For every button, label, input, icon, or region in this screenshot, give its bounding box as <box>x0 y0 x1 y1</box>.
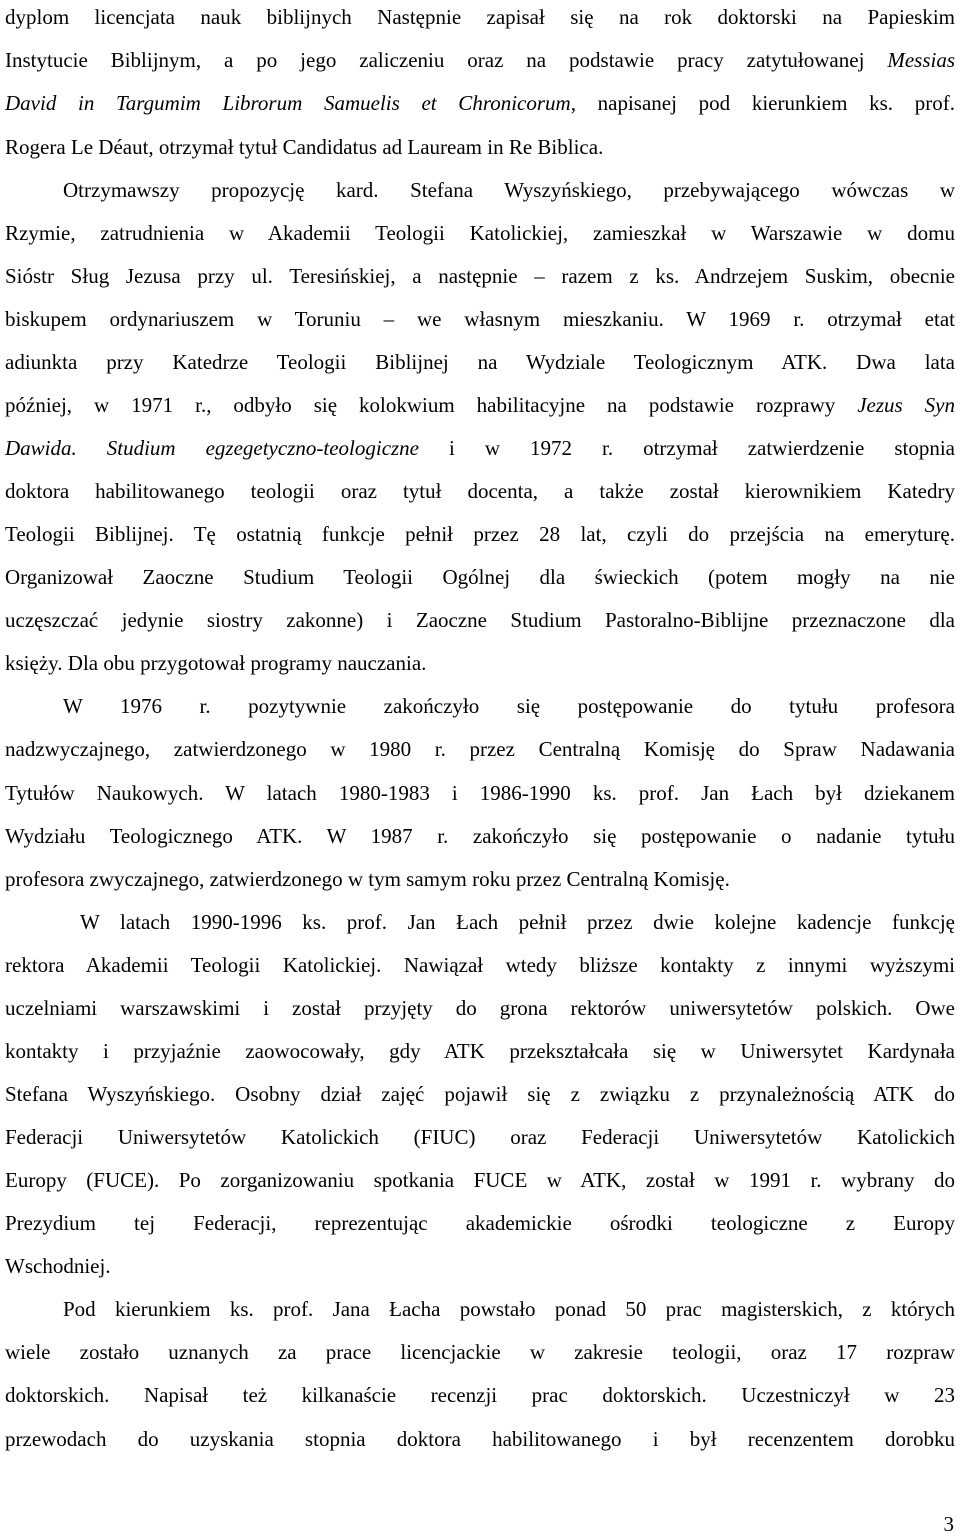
text-line: księży. Dla obu przygotował programy nauczania. <box>5 651 427 675</box>
text-line: Rzymie, zatrudnienia w Akademii Teologii Katolickiej, zamieszkał w Warszawie w domu <box>5 221 955 245</box>
text-line: później, w 1971 r., odbyło się kolokwium habilitacyjne na podstawie rozprawy Jezus Syn <box>5 393 955 417</box>
text-line: profesora zwyczajnego, zatwierdzonego w tym samym roku przez Centralną Komisję. <box>5 867 730 891</box>
text-line: Wschodniej. <box>5 1254 111 1278</box>
text-line: biskupem ordynariuszem w Toruniu – we własnym mieszkaniu. W 1969 r. otrzymał etat <box>5 307 955 331</box>
text-line: Stefana Wyszyńskiego. Osobny dział zajęć pojawił się z związku z przynależnością ATK do <box>5 1082 955 1106</box>
text-line: wiele zostało uznanych za prace licencjackie w zakresie teologii, oraz 17 rozpraw <box>5 1340 955 1364</box>
text-line: Dawida. Studium egzegetyczno-teologiczne i w 1972 r. otrzymał zatwierdzenie stopnia <box>5 436 955 460</box>
text-line: dyplom licencjata nauk biblijnych Następnie zapisał się na rok doktorski na Papieskim <box>5 5 955 29</box>
text-line: Rogera Le Déaut, otrzymał tytuł Candidatus ad Lauream in Re Biblica. <box>5 135 604 159</box>
text-line: doktorskich. Napisał też kilkanaście recenzji prac doktorskich. Uczestniczył w 23 <box>5 1383 955 1407</box>
paragraph-start: W 1976 r. pozytywnie zakończyło się postępowanie do tytułu profesora <box>63 694 955 718</box>
paragraph-start: Pod kierunkiem ks. prof. Jana Łacha powstało ponad 50 prac magisterskich, z których <box>63 1297 955 1321</box>
text-line: przewodach do uzyskania stopnia doktora habilitowanego i był recenzentem dorobku <box>5 1427 955 1451</box>
text-line: uczelniami warszawskimi i został przyjęty do grona rektorów uniwersytetów polskich. Owe <box>5 996 955 1020</box>
text-line: David in Targumim Librorum Samuelis et Chronicorum, napisanej pod kierunkiem ks. prof. <box>5 91 955 115</box>
text-line: kontakty i przyjaźnie zaowocowały, gdy ATK przekształcała się w Uniwersytet Kardynała <box>5 1039 955 1063</box>
text-line: adiunkta przy Katedrze Teologii Biblijnej na Wydziale Teologicznym ATK. Dwa lata <box>5 350 955 374</box>
text-line: Tytułów Naukowych. W latach 1980-1983 i 1986-1990 ks. prof. Jan Łach był dziekanem <box>5 781 955 805</box>
text-line: Prezydium tej Federacji, reprezentując akademickie ośrodki teologiczne z Europy <box>5 1211 955 1235</box>
text-line: doktora habilitowanego teologii oraz tytuł docenta, a także został kierownikiem Katedry <box>5 479 955 503</box>
text-line: Organizował Zaoczne Studium Teologii Ogólnej dla świeckich (potem mogły na nie <box>5 565 955 589</box>
page-number: 3 <box>943 1512 954 1536</box>
text-line: Instytucie Biblijnym, a po jego zaliczeniu oraz na podstawie pracy zatytułowanej Messias <box>5 48 955 72</box>
text-line: Sióstr Sług Jezusa przy ul. Teresińskiej, a następnie – razem z ks. Andrzejem Suskim, obecnie <box>5 264 955 288</box>
text-line: nadzwyczajnego, zatwierdzonego w 1980 r. przez Centralną Komisję do Spraw Nadawania <box>5 737 955 761</box>
paragraph-start: Otrzymawszy propozycję kard. Stefana Wyszyńskiego, przebywającego wówczas w <box>63 178 955 202</box>
text-line: Europy (FUCE). Po zorganizowaniu spotkania FUCE w ATK, został w 1991 r. wybrany do <box>5 1168 955 1192</box>
text-line: Wydziału Teologicznego ATK. W 1987 r. zakończyło się postępowanie o nadanie tytułu <box>5 824 955 848</box>
text-line: uczęszczać jedynie siostry zakonne) i Zaoczne Studium Pastoralno-Biblijne przeznaczone dla <box>5 608 955 632</box>
paragraph-start: W latach 1990-1996 ks. prof. Jan Łach pełnił przez dwie kolejne kadencje funkcję <box>80 910 955 934</box>
text-line: Teologii Biblijnej. Tę ostatnią funkcje pełnił przez 28 lat, czyli do przejścia na emeryturę. <box>5 522 955 546</box>
text-line: rektora Akademii Teologii Katolickiej. Nawiązał wtedy bliższe kontakty z innymi wyższymi <box>5 953 955 977</box>
text-line: Federacji Uniwersytetów Katolickich (FIUC) oraz Federacji Uniwersytetów Katolickich <box>5 1125 955 1149</box>
